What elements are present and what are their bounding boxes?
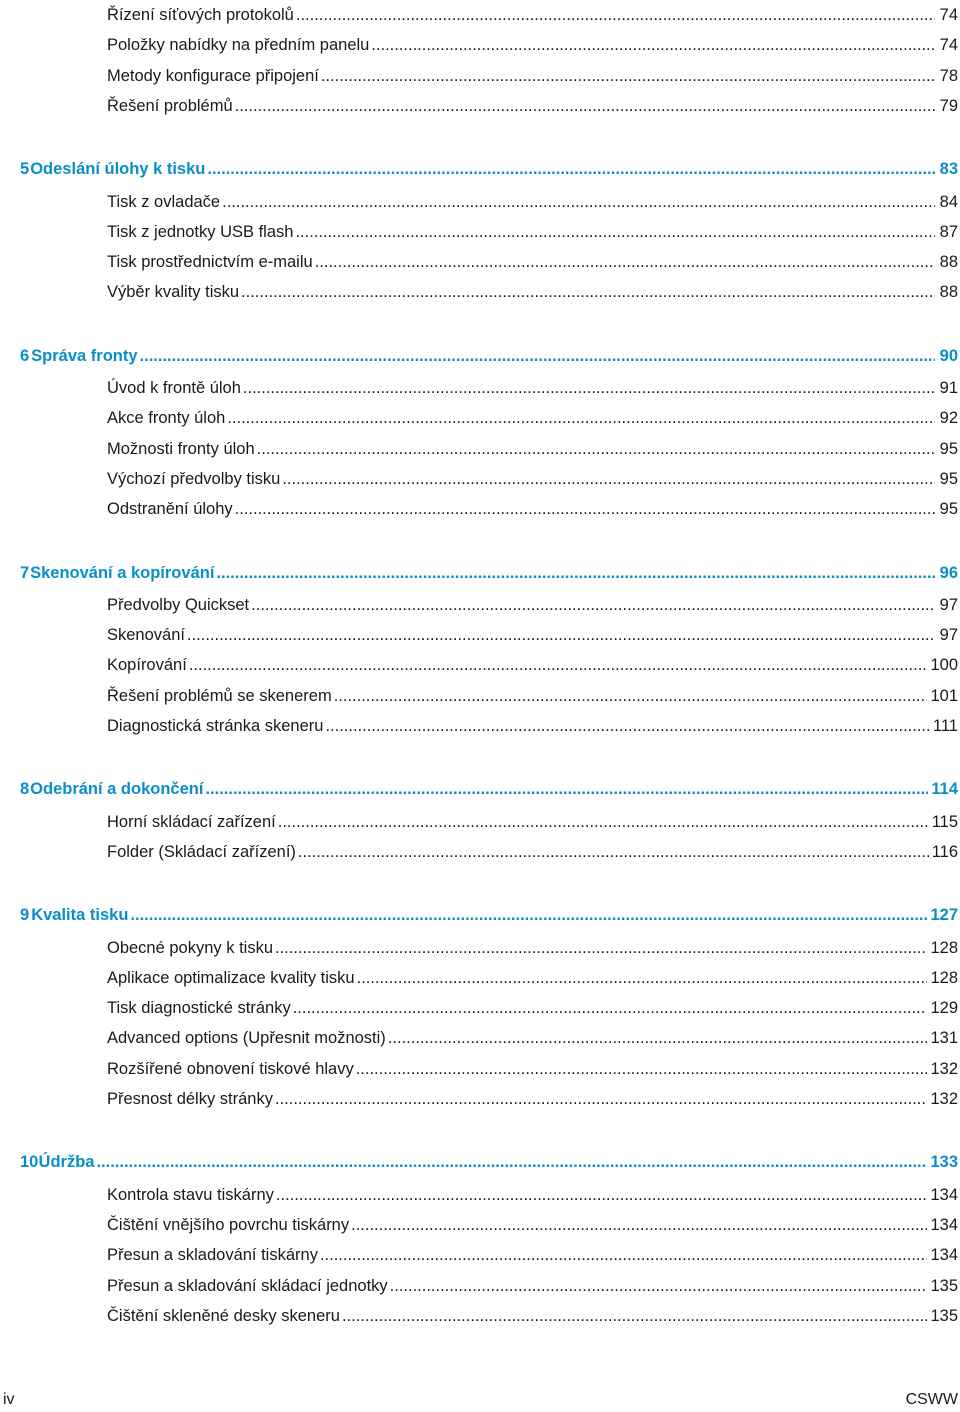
dot-leader — [207, 157, 935, 181]
entry-title: Obecné pokyny k tisku — [107, 938, 273, 957]
entry-title: Tisk prostřednictvím e-mailu — [107, 253, 313, 272]
toc-entry[interactable] — [0, 497, 960, 521]
chapter-title: Kvalita tisku — [31, 906, 129, 925]
entry-title: Řešení problémů se skenerem — [107, 686, 332, 705]
dot-leader — [351, 1213, 927, 1237]
toc-entry[interactable] — [0, 33, 960, 57]
chapter-title: Odeslání úlohy k tisku — [30, 160, 206, 179]
page-ref: 84 — [939, 192, 958, 211]
page-ref: 115 — [931, 812, 958, 831]
toc-entry[interactable] — [0, 376, 960, 400]
page-ref: 135 — [930, 1276, 958, 1295]
entry-title: Kontrola stavu tiskárny — [107, 1185, 274, 1204]
toc-chapter-entry[interactable] — [0, 561, 960, 585]
page-ref: 127 — [930, 906, 958, 925]
entry-title: Přesnost délky stránky — [107, 1090, 273, 1108]
toc-entry[interactable] — [0, 250, 960, 274]
dot-leader — [257, 437, 935, 461]
page-footer — [0, 1388, 960, 1412]
dot-leader — [334, 684, 928, 708]
dot-leader — [390, 1274, 928, 1298]
dot-leader — [241, 280, 935, 304]
entry-title: Folder (Skládací zařízení) — [107, 842, 296, 861]
chapter-title: Správa fronty — [31, 346, 138, 365]
page-ref: 95 — [939, 469, 958, 488]
chapter-number: 5 — [20, 160, 30, 179]
toc-entry[interactable] — [0, 220, 960, 244]
entry-title: Úvod k frontě úloh — [107, 379, 241, 397]
entry-title: Čištění skleněné desky skeneru — [107, 1306, 340, 1325]
toc-entry[interactable] — [0, 1183, 960, 1207]
page-ref: 131 — [930, 1029, 958, 1048]
toc-entry[interactable] — [0, 1087, 960, 1111]
dot-leader — [282, 467, 935, 491]
dot-leader — [130, 903, 927, 927]
toc-entry[interactable] — [0, 936, 960, 960]
entry-title: Kopírování — [107, 656, 187, 675]
dot-leader — [227, 406, 935, 430]
toc-chapter-entry[interactable] — [0, 157, 960, 181]
toc-chapter-entry[interactable] — [0, 777, 960, 801]
toc-entry[interactable] — [0, 1304, 960, 1328]
entry-title: Položky nabídky na předním panelu — [107, 36, 370, 55]
chapter-title: Odebrání a dokončení — [30, 780, 204, 799]
page-ref: 116 — [931, 842, 958, 861]
toc-entry[interactable] — [0, 1057, 960, 1081]
entry-title: Odstranění úlohy — [107, 500, 233, 519]
page-ref: 92 — [939, 409, 958, 428]
dot-leader — [278, 810, 929, 834]
page-ref: 101 — [930, 686, 958, 705]
dot-leader — [222, 190, 935, 214]
toc-entry[interactable] — [0, 1243, 960, 1267]
page-ref: 88 — [939, 253, 958, 272]
entry-title: Řízení síťových protokolů — [107, 6, 294, 24]
toc-entry[interactable] — [0, 810, 960, 834]
page-ref: 129 — [930, 999, 958, 1018]
dot-leader — [295, 220, 935, 244]
dot-leader — [235, 94, 935, 118]
dot-leader — [388, 1026, 928, 1050]
toc-entry[interactable] — [0, 593, 960, 617]
entry-title: Přesun a skladování tiskárny — [107, 1246, 318, 1265]
toc-entry[interactable] — [0, 280, 960, 304]
entry-title: Výchozí předvolby tisku — [107, 469, 281, 488]
entry-title: Výběr kvality tisku — [107, 283, 240, 302]
dot-leader — [216, 561, 935, 585]
entry-title: Rozšířené obnovení tiskové hlavy — [107, 1059, 354, 1078]
chapter-title: Údržba — [38, 1153, 95, 1172]
entry-title: Horní skládací zařízení — [107, 812, 276, 831]
toc-entry[interactable] — [0, 714, 960, 738]
toc-entry[interactable] — [0, 653, 960, 677]
dot-leader — [140, 344, 935, 368]
entry-title: Předvolby Quickset — [107, 595, 250, 614]
entry-title: Řešení problémů — [107, 96, 233, 115]
page-ref: 97 — [939, 595, 958, 614]
page-ref: 134 — [930, 1246, 958, 1265]
page-ref: 83 — [939, 160, 958, 179]
chapter-number: 6 — [20, 346, 30, 365]
entry-title: Tisk z ovladače — [107, 192, 221, 211]
page-ref: 114 — [931, 780, 958, 799]
entry-title: Akce fronty úloh — [107, 409, 226, 428]
entry-title: Metody konfigurace připojení — [107, 66, 319, 85]
dot-leader — [275, 936, 927, 960]
page-ref: 132 — [930, 1059, 958, 1078]
dot-leader — [275, 1087, 927, 1111]
entry-title: Čištění vnějšího povrchu tiskárny — [107, 1215, 350, 1234]
toc-entry[interactable] — [0, 467, 960, 491]
toc-entry[interactable] — [0, 437, 960, 461]
entry-title: Advanced options (Upřesnit možnosti) — [107, 1029, 386, 1048]
dot-leader — [315, 250, 935, 274]
dot-leader — [189, 653, 928, 677]
page-ref: 135 — [930, 1306, 958, 1325]
toc-entry[interactable] — [0, 190, 960, 214]
toc-entry[interactable] — [0, 684, 960, 708]
dot-leader — [371, 33, 935, 57]
dot-leader — [356, 1057, 928, 1081]
dot-leader — [321, 64, 935, 88]
page-ref: 100 — [930, 656, 958, 675]
toc-entry[interactable] — [0, 3, 960, 27]
dot-leader — [296, 3, 935, 27]
document-label: CSWW — [905, 1391, 958, 1408]
toc-entry[interactable] — [0, 1274, 960, 1298]
page-ref: 91 — [939, 379, 958, 397]
entry-title: Skenování — [107, 626, 185, 645]
toc-entry[interactable] — [0, 94, 960, 118]
toc-entry[interactable] — [0, 1026, 960, 1050]
dot-leader — [298, 840, 929, 864]
page-ref: 134 — [930, 1185, 958, 1204]
toc-chapter-entry[interactable] — [0, 1150, 960, 1174]
page-ref: 132 — [930, 1090, 958, 1108]
page-ref: 128 — [930, 938, 958, 957]
dot-leader — [205, 777, 928, 801]
dot-leader — [342, 1304, 928, 1328]
entry-title: Možnosti fronty úloh — [107, 439, 255, 458]
chapter-number: 10 — [20, 1153, 39, 1172]
page-ref: 78 — [939, 66, 958, 85]
page-ref: 74 — [939, 36, 958, 55]
dot-leader — [357, 966, 928, 990]
toc-entry[interactable] — [0, 966, 960, 990]
chapter-number: 9 — [20, 906, 30, 925]
page-ref: 128 — [930, 968, 958, 987]
dot-leader — [235, 497, 935, 521]
dot-leader — [251, 593, 935, 617]
page-ref: 90 — [939, 346, 958, 365]
page-ref: 87 — [939, 222, 958, 241]
page-ref: 95 — [939, 439, 958, 458]
dot-leader — [187, 623, 935, 647]
page-ref: 96 — [939, 563, 958, 582]
dot-leader — [320, 1243, 928, 1267]
dot-leader — [96, 1150, 927, 1174]
toc-entry[interactable] — [0, 996, 960, 1020]
page-number: iv — [3, 1391, 15, 1408]
toc-chapter-entry[interactable] — [0, 344, 960, 368]
entry-title: Tisk diagnostické stránky — [107, 999, 291, 1018]
page-ref: 79 — [939, 96, 958, 115]
dot-leader — [325, 714, 929, 738]
entry-title: Diagnostická stránka skeneru — [107, 717, 324, 735]
toc-entry[interactable] — [0, 406, 960, 430]
page-ref: 134 — [930, 1215, 958, 1234]
page-ref: 88 — [939, 283, 958, 302]
page-ref: 95 — [939, 500, 958, 519]
page-ref: 74 — [939, 6, 958, 24]
page-ref: 97 — [939, 626, 958, 645]
entry-title: Aplikace optimalizace kvality tisku — [107, 968, 355, 987]
toc-chapter-entry[interactable] — [0, 903, 960, 927]
toc-entry[interactable] — [0, 840, 960, 864]
dot-leader — [293, 996, 928, 1020]
dot-leader — [276, 1183, 928, 1207]
dot-leader — [243, 376, 935, 400]
chapter-number: 7 — [20, 563, 30, 582]
entry-title: Tisk z jednotky USB flash — [107, 222, 294, 241]
entry-title: Přesun a skladování skládací jednotky — [107, 1276, 388, 1295]
page-ref: 111 — [932, 717, 958, 735]
chapter-title: Skenování a kopírování — [30, 563, 215, 582]
toc-entry[interactable] — [0, 64, 960, 88]
toc-entry[interactable] — [0, 1213, 960, 1237]
page-ref: 133 — [930, 1153, 958, 1172]
toc-entry[interactable] — [0, 623, 960, 647]
chapter-number: 8 — [20, 780, 30, 799]
